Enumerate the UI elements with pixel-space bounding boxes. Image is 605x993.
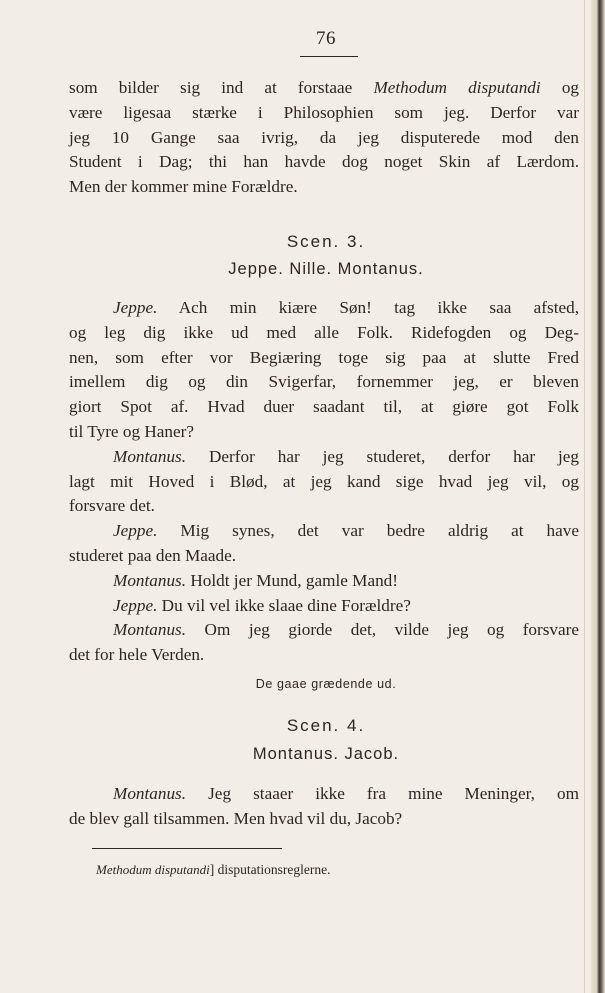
speech-line: nen, som efter vor Begiæring toge sig paa at slutte Fred — [69, 347, 579, 367]
speaker-name: Jeppe. — [113, 595, 158, 615]
speech-line: Jeppe. Mig synes, det var bedre aldrig at have — [113, 521, 579, 541]
speech-line: Montanus. Jeg staaer ikke fra mine Meninger, om — [113, 784, 579, 803]
speech-line: forsvare det. — [69, 496, 155, 516]
scene-4-characters: Montanus. Jacob. — [252, 745, 400, 763]
speech-line: til Tyre og Haner? — [69, 421, 194, 441]
speaker-name: Montanus. — [113, 784, 187, 803]
speaker-name: Jeppe. — [113, 521, 158, 541]
page-edge-line — [584, 0, 585, 993]
scene-4-heading: Scen. 4. — [286, 716, 366, 735]
speech-line: studeret paa den Maade. — [69, 545, 237, 565]
footnote: Methodum disputandi] disputationsreglerne. — [96, 862, 331, 877]
footnote-term: Methodum disputandi — [96, 862, 210, 877]
footnote-gloss: disputationsreglerne. — [214, 862, 331, 877]
opening-paragraph — [69, 76, 579, 200]
scene-3-heading: Scen. 3. — [286, 232, 366, 251]
speech-line: og leg dig ikke ud med alle Folk. Ridefogden og Deg- — [69, 322, 579, 342]
speaker-name: Montanus. — [113, 446, 187, 466]
text-line: Men der kommer mine Forældre. — [69, 177, 298, 197]
text-line: jeg 10 Gange saa ivrig, da jeg disputerede mod den — [69, 127, 579, 147]
speaker-name: Montanus. — [113, 620, 187, 640]
speaker-name: Jeppe. — [113, 298, 158, 317]
speech-line: det for hele Verden. — [69, 645, 205, 665]
scene-4-dialogue — [69, 782, 579, 832]
scene-3-dialogue — [69, 296, 579, 668]
speech-line: imellem dig og din Svigerfar, fornemmer jeg, er bleven — [69, 372, 579, 392]
page-number: 76 — [316, 28, 336, 49]
text-line: som bilder sig ind at forstaae Methodum disputandi og — [69, 78, 580, 97]
text-line: være ligesaa stærke i Philosophien som jeg. Derfor var — [69, 102, 579, 122]
footnote-rule — [92, 848, 282, 849]
speech-line: Montanus. Derfor har jeg studeret, derfor har jeg — [113, 446, 579, 466]
speaker-name: Montanus. — [113, 570, 187, 590]
scene-3-characters: Jeppe. Nille. Montanus. — [228, 260, 424, 278]
stage-direction: De gaae grædende ud. — [255, 677, 397, 691]
book-spine-edge — [591, 0, 605, 993]
speech-line: de blev gall tilsammen. Men hvad vil du, Jacob? — [69, 808, 403, 828]
speech-line: Montanus. Om jeg giorde det, vilde jeg og forsvare — [113, 620, 579, 640]
speech-line: Montanus. Holdt jer Mund, gamle Mand! — [113, 570, 398, 590]
speech-line: Jeppe. Ach min kiære Søn! tag ikke saa afsted, — [113, 298, 579, 317]
speech-line: giort Spot af. Hvad duer saadant til, at giøre got Folk — [69, 397, 579, 417]
page-number-underline — [300, 56, 358, 57]
speech-line: Jeppe. Du vil vel ikke slaae dine Forældre? — [113, 595, 411, 615]
latin-term: Methodum disputandi — [373, 78, 541, 97]
text-line: Student i Dag; thi han havde dog noget Skin af Lærdom. — [69, 152, 579, 172]
speech-line: lagt mit Hoved i Blød, at jeg kand sige hvad jeg vil, og — [69, 471, 579, 491]
